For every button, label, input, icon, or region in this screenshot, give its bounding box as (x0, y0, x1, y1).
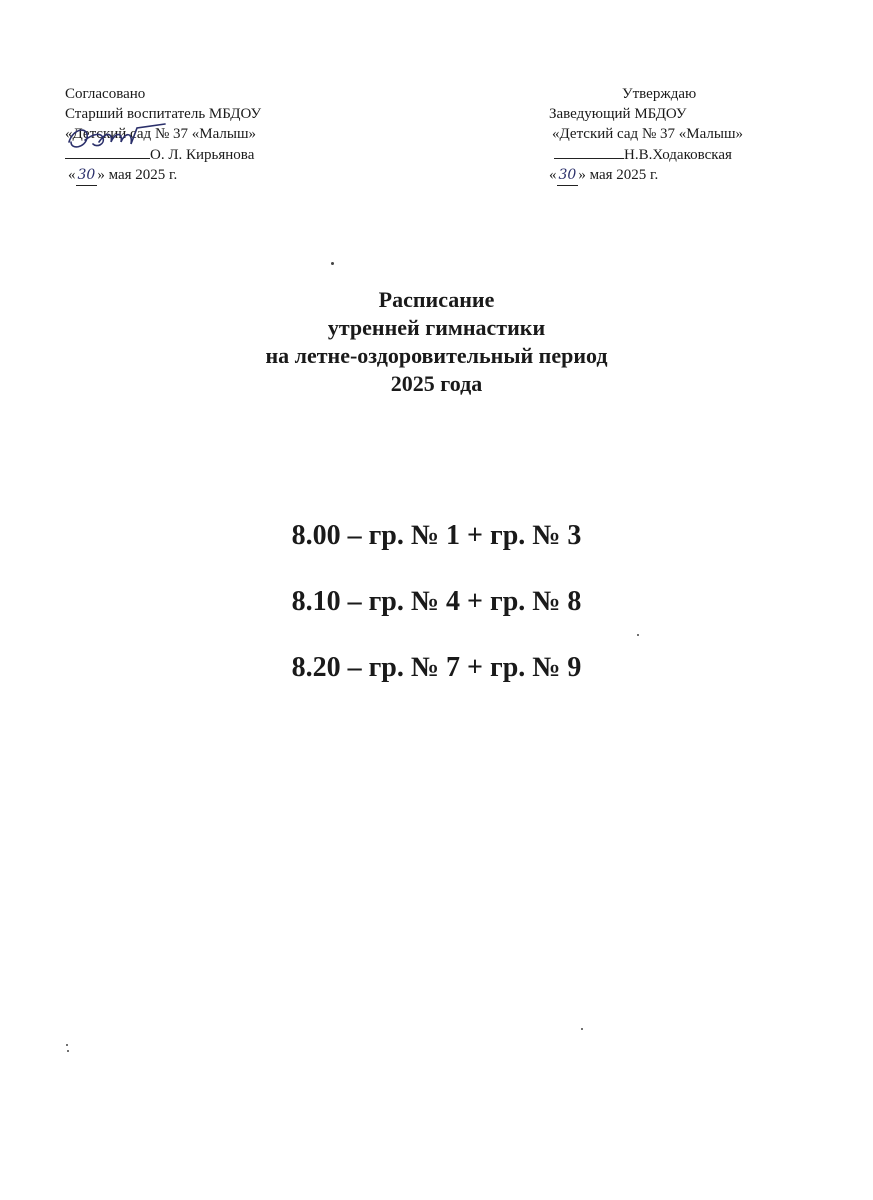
schedule-row-1: 8.00 – гр. № 1 + гр. № 3 (291, 520, 582, 551)
title-line-4: 2025 года (390, 371, 483, 396)
document-title (0, 286, 873, 398)
approval-block-agreed (65, 84, 261, 186)
signature-blank (554, 144, 624, 159)
schedule-row-2: 8.10 – гр. № 4 + гр. № 8 (291, 586, 582, 617)
agreed-organization: «Детский сад № 37 «Малыш» (65, 126, 256, 142)
agreed-date-day: 30 (76, 165, 98, 186)
title-line-2: утренней гимнастики (327, 315, 546, 340)
schedule-row-3: 8.20 – гр. № 7 + гр. № 9 (291, 652, 582, 683)
title-line-1: Расписание (378, 287, 495, 312)
agreed-heading: Согласовано (65, 86, 146, 102)
approved-signature-line (549, 144, 743, 165)
scan-speck (331, 262, 334, 265)
title-line-3: на летне-оздоровительный период (265, 343, 608, 368)
agreed-date: « 30 » мая 2025 г. (65, 165, 261, 186)
approved-heading: Утверждаю (622, 86, 697, 102)
approval-block-approved (549, 84, 743, 186)
schedule-list (0, 518, 873, 716)
scan-speck (67, 1050, 69, 1052)
approved-signer-name: Н.В.Ходаковская (624, 147, 732, 163)
scan-speck (66, 1044, 68, 1046)
approved-date-day: 30 (557, 165, 579, 186)
approved-date: « 30 » мая 2025 г. (549, 165, 743, 186)
approved-organization: «Детский сад № 37 «Малыш» (552, 126, 743, 142)
agreed-signer-name: О. Л. Кирьянова (150, 147, 255, 163)
scan-speck (581, 1028, 583, 1030)
agreed-position: Старший воспитатель МБДОУ (65, 106, 262, 122)
signature-blank (65, 144, 150, 159)
scan-speck (637, 634, 639, 636)
agreed-signature-line (65, 144, 261, 165)
approved-position: Заведующий МБДОУ (549, 106, 687, 122)
